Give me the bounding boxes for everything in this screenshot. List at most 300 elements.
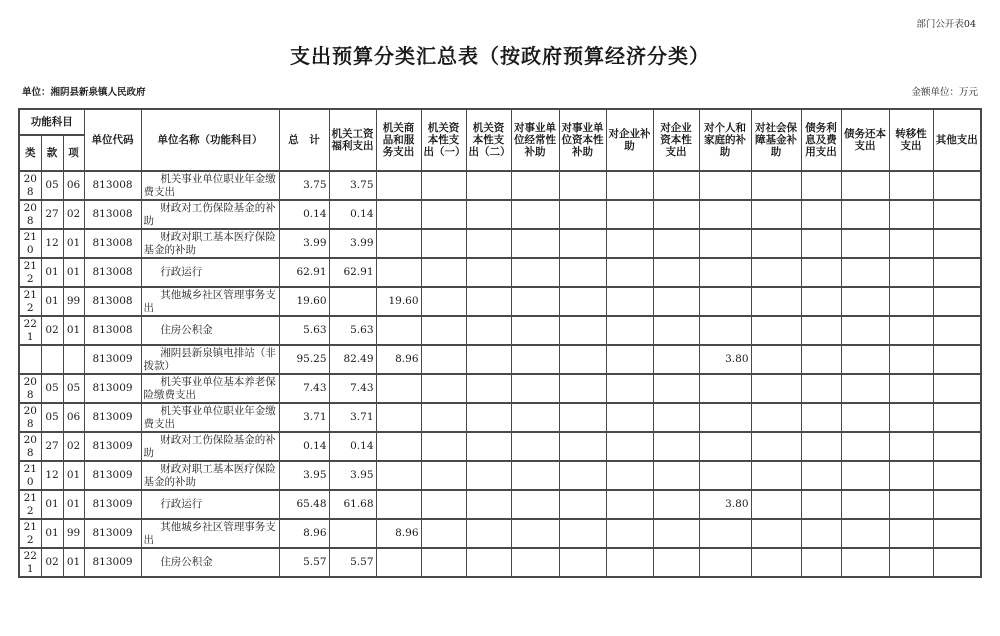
cell-unit-code: 813009 bbox=[84, 490, 141, 519]
header-col-10: 对企业资本性支出 bbox=[653, 109, 699, 171]
cell-value-6 bbox=[559, 316, 606, 345]
cell-value-0: 0.14 bbox=[279, 432, 329, 461]
cell-value-11 bbox=[801, 374, 841, 403]
cell-unit-name: 财政对职工基本医疗保险基金的补助 bbox=[141, 229, 279, 258]
cell-value-10 bbox=[751, 461, 801, 490]
cell-item-code: 99 bbox=[63, 519, 84, 548]
cell-value-10 bbox=[751, 171, 801, 200]
cell-item-code: 06 bbox=[63, 171, 84, 200]
cell-unit-name: 住房公积金 bbox=[141, 316, 279, 345]
table-row bbox=[19, 403, 981, 432]
cell-value-12 bbox=[841, 316, 889, 345]
cell-value-6 bbox=[559, 287, 606, 316]
cell-value-9 bbox=[699, 200, 751, 229]
table-row bbox=[19, 461, 981, 490]
cell-value-7 bbox=[606, 548, 653, 577]
cell-value-7 bbox=[606, 403, 653, 432]
cell-value-0: 8.96 bbox=[279, 519, 329, 548]
cell-value-12 bbox=[841, 403, 889, 432]
cell-value-4 bbox=[466, 374, 511, 403]
cell-value-7 bbox=[606, 519, 653, 548]
cell-item-code: 01 bbox=[63, 490, 84, 519]
cell-value-3 bbox=[421, 374, 466, 403]
header-col-16: 其他支出 bbox=[933, 109, 981, 171]
cell-value-13 bbox=[889, 287, 933, 316]
cell-section-code: 05 bbox=[41, 374, 63, 403]
cell-value-9 bbox=[699, 229, 751, 258]
cell-value-12 bbox=[841, 432, 889, 461]
cell-value-6 bbox=[559, 200, 606, 229]
cell-value-7 bbox=[606, 316, 653, 345]
cell-value-4 bbox=[466, 490, 511, 519]
cell-section-code: 27 bbox=[41, 432, 63, 461]
cell-value-8 bbox=[653, 432, 699, 461]
cell-value-6 bbox=[559, 229, 606, 258]
cell-unit-code: 813009 bbox=[84, 374, 141, 403]
header-col-4: 机关商品和服务支出 bbox=[376, 109, 421, 171]
cell-unit-code: 813008 bbox=[84, 229, 141, 258]
cell-value-10 bbox=[751, 258, 801, 287]
cell-value-4 bbox=[466, 548, 511, 577]
table-header bbox=[19, 109, 981, 171]
cell-section-code: 01 bbox=[41, 490, 63, 519]
cell-item-code: 01 bbox=[63, 316, 84, 345]
cell-value-14 bbox=[933, 229, 981, 258]
cell-value-14 bbox=[933, 258, 981, 287]
header-col-12: 对社会保障基金补助 bbox=[751, 109, 801, 171]
cell-value-8 bbox=[653, 258, 699, 287]
cell-value-10 bbox=[751, 403, 801, 432]
cell-unit-code: 813008 bbox=[84, 258, 141, 287]
cell-value-3 bbox=[421, 258, 466, 287]
cell-value-11 bbox=[801, 345, 841, 374]
cell-value-10 bbox=[751, 287, 801, 316]
cell-unit-code: 813008 bbox=[84, 171, 141, 200]
cell-value-0: 5.63 bbox=[279, 316, 329, 345]
cell-value-3 bbox=[421, 432, 466, 461]
cell-value-7 bbox=[606, 374, 653, 403]
cell-value-12 bbox=[841, 200, 889, 229]
cell-class-code: 208 bbox=[19, 403, 41, 432]
cell-class-code: 208 bbox=[19, 432, 41, 461]
cell-value-11 bbox=[801, 171, 841, 200]
cell-class-code: 212 bbox=[19, 287, 41, 316]
cell-value-5 bbox=[511, 171, 559, 200]
cell-value-9 bbox=[699, 374, 751, 403]
cell-value-13 bbox=[889, 548, 933, 577]
cell-value-2: 8.96 bbox=[376, 345, 421, 374]
cell-section-code: 02 bbox=[41, 316, 63, 345]
cell-class-code: 212 bbox=[19, 490, 41, 519]
table-row bbox=[19, 345, 981, 374]
cell-value-0: 3.71 bbox=[279, 403, 329, 432]
cell-value-14 bbox=[933, 403, 981, 432]
cell-value-5 bbox=[511, 229, 559, 258]
cell-value-12 bbox=[841, 374, 889, 403]
cell-value-4 bbox=[466, 287, 511, 316]
cell-value-2 bbox=[376, 461, 421, 490]
table-row bbox=[19, 171, 981, 200]
cell-value-2 bbox=[376, 548, 421, 577]
cell-value-11 bbox=[801, 287, 841, 316]
amount-unit-label: 金额单位：万元 bbox=[911, 87, 978, 98]
table-row bbox=[19, 519, 981, 548]
cell-value-0: 3.95 bbox=[279, 461, 329, 490]
cell-value-9 bbox=[699, 461, 751, 490]
cell-item-code: 02 bbox=[63, 200, 84, 229]
cell-value-4 bbox=[466, 345, 511, 374]
cell-value-13 bbox=[889, 200, 933, 229]
cell-value-0: 3.99 bbox=[279, 229, 329, 258]
cell-unit-name: 其他城乡社区管理事务支出 bbox=[141, 519, 279, 548]
cell-value-1: 3.95 bbox=[329, 461, 376, 490]
cell-item-code: 99 bbox=[63, 287, 84, 316]
cell-value-11 bbox=[801, 258, 841, 287]
cell-value-4 bbox=[466, 258, 511, 287]
table-row bbox=[19, 432, 981, 461]
cell-value-5 bbox=[511, 287, 559, 316]
cell-value-7 bbox=[606, 432, 653, 461]
cell-value-3 bbox=[421, 316, 466, 345]
cell-value-4 bbox=[466, 229, 511, 258]
header-col-7: 对事业单位经常性补助 bbox=[511, 109, 559, 171]
table-row bbox=[19, 316, 981, 345]
cell-value-10 bbox=[751, 432, 801, 461]
cell-value-0: 3.75 bbox=[279, 171, 329, 200]
cell-class-code: 210 bbox=[19, 229, 41, 258]
cell-value-9 bbox=[699, 258, 751, 287]
cell-value-8 bbox=[653, 229, 699, 258]
cell-class-code: 208 bbox=[19, 171, 41, 200]
header-row-1 bbox=[19, 109, 981, 135]
cell-value-9 bbox=[699, 519, 751, 548]
cell-value-13 bbox=[889, 229, 933, 258]
cell-unit-code: 813009 bbox=[84, 432, 141, 461]
cell-value-13 bbox=[889, 345, 933, 374]
cell-value-4 bbox=[466, 171, 511, 200]
cell-value-14 bbox=[933, 461, 981, 490]
cell-value-12 bbox=[841, 287, 889, 316]
header-func-col-2: 项 bbox=[63, 135, 84, 171]
header-col-5: 机关资本性支出（一） bbox=[421, 109, 466, 171]
cell-value-11 bbox=[801, 403, 841, 432]
cell-class-code: 210 bbox=[19, 461, 41, 490]
table-row bbox=[19, 287, 981, 316]
cell-class-code bbox=[19, 345, 41, 374]
cell-value-6 bbox=[559, 432, 606, 461]
cell-value-9: 3.80 bbox=[699, 490, 751, 519]
cell-value-5 bbox=[511, 461, 559, 490]
budget-summary-table bbox=[18, 108, 982, 578]
cell-value-8 bbox=[653, 461, 699, 490]
cell-value-10 bbox=[751, 519, 801, 548]
cell-section-code: 01 bbox=[41, 287, 63, 316]
header-col-2: 总 计 bbox=[279, 109, 329, 171]
cell-value-13 bbox=[889, 171, 933, 200]
cell-class-code: 208 bbox=[19, 200, 41, 229]
cell-class-code: 212 bbox=[19, 519, 41, 548]
cell-value-4 bbox=[466, 432, 511, 461]
cell-value-2 bbox=[376, 316, 421, 345]
cell-value-4 bbox=[466, 200, 511, 229]
cell-item-code: 06 bbox=[63, 403, 84, 432]
cell-unit-code: 813008 bbox=[84, 316, 141, 345]
cell-value-5 bbox=[511, 258, 559, 287]
cell-value-13 bbox=[889, 432, 933, 461]
cell-value-8 bbox=[653, 519, 699, 548]
cell-value-7 bbox=[606, 287, 653, 316]
cell-value-9 bbox=[699, 316, 751, 345]
cell-unit-name: 行政运行 bbox=[141, 258, 279, 287]
header-col-3: 机关工资福利支出 bbox=[329, 109, 376, 171]
cell-item-code: 01 bbox=[63, 258, 84, 287]
cell-value-9 bbox=[699, 287, 751, 316]
cell-value-14 bbox=[933, 432, 981, 461]
cell-section-code: 05 bbox=[41, 403, 63, 432]
cell-value-2 bbox=[376, 432, 421, 461]
cell-unit-name: 财政对工伤保险基金的补助 bbox=[141, 200, 279, 229]
header-col-0: 单位代码 bbox=[84, 109, 141, 171]
cell-value-5 bbox=[511, 548, 559, 577]
cell-value-1: 62.91 bbox=[329, 258, 376, 287]
cell-value-5 bbox=[511, 316, 559, 345]
cell-item-code bbox=[63, 345, 84, 374]
cell-unit-name: 财政对工伤保险基金的补助 bbox=[141, 432, 279, 461]
cell-value-3 bbox=[421, 287, 466, 316]
cell-unit-name: 其他城乡社区管理事务支出 bbox=[141, 287, 279, 316]
cell-section-code: 05 bbox=[41, 171, 63, 200]
cell-value-2 bbox=[376, 229, 421, 258]
cell-unit-code: 813009 bbox=[84, 461, 141, 490]
cell-value-13 bbox=[889, 316, 933, 345]
cell-value-12 bbox=[841, 548, 889, 577]
cell-value-8 bbox=[653, 287, 699, 316]
cell-value-3 bbox=[421, 461, 466, 490]
cell-value-1: 82.49 bbox=[329, 345, 376, 374]
cell-value-10 bbox=[751, 316, 801, 345]
cell-value-8 bbox=[653, 548, 699, 577]
cell-value-12 bbox=[841, 171, 889, 200]
cell-item-code: 05 bbox=[63, 374, 84, 403]
cell-value-2 bbox=[376, 171, 421, 200]
cell-item-code: 01 bbox=[63, 548, 84, 577]
cell-value-6 bbox=[559, 171, 606, 200]
cell-value-1: 0.14 bbox=[329, 432, 376, 461]
cell-value-3 bbox=[421, 229, 466, 258]
cell-value-8 bbox=[653, 171, 699, 200]
cell-value-2: 8.96 bbox=[376, 519, 421, 548]
cell-value-0: 19.60 bbox=[279, 287, 329, 316]
cell-value-1: 5.57 bbox=[329, 548, 376, 577]
cell-value-10 bbox=[751, 548, 801, 577]
table-row bbox=[19, 548, 981, 577]
form-number-label: 部门公开表04 bbox=[916, 19, 976, 30]
header-col-1: 单位名称（功能科目） bbox=[141, 109, 279, 171]
cell-value-8 bbox=[653, 374, 699, 403]
cell-value-1: 7.43 bbox=[329, 374, 376, 403]
cell-value-1: 3.75 bbox=[329, 171, 376, 200]
cell-unit-code: 813008 bbox=[84, 200, 141, 229]
cell-item-code: 02 bbox=[63, 432, 84, 461]
header-col-8: 对事业单位资本性补助 bbox=[559, 109, 606, 171]
cell-value-1: 3.99 bbox=[329, 229, 376, 258]
header-col-11: 对个人和家庭的补助 bbox=[699, 109, 751, 171]
cell-value-1: 5.63 bbox=[329, 316, 376, 345]
cell-value-11 bbox=[801, 461, 841, 490]
cell-value-14 bbox=[933, 519, 981, 548]
cell-value-1: 3.71 bbox=[329, 403, 376, 432]
cell-section-code: 01 bbox=[41, 519, 63, 548]
cell-value-13 bbox=[889, 374, 933, 403]
header-col-6: 机关资本性支出（二） bbox=[466, 109, 511, 171]
cell-value-7 bbox=[606, 258, 653, 287]
header-col-15: 转移性支出 bbox=[889, 109, 933, 171]
cell-value-0: 5.57 bbox=[279, 548, 329, 577]
cell-section-code bbox=[41, 345, 63, 374]
cell-value-5 bbox=[511, 490, 559, 519]
cell-value-4 bbox=[466, 316, 511, 345]
cell-section-code: 12 bbox=[41, 461, 63, 490]
cell-value-14 bbox=[933, 490, 981, 519]
cell-value-8 bbox=[653, 200, 699, 229]
cell-unit-code: 813009 bbox=[84, 519, 141, 548]
cell-value-9 bbox=[699, 548, 751, 577]
cell-value-8 bbox=[653, 403, 699, 432]
cell-unit-name: 机关事业单位基本养老保险缴费支出 bbox=[141, 374, 279, 403]
cell-value-3 bbox=[421, 490, 466, 519]
cell-value-0: 65.48 bbox=[279, 490, 329, 519]
cell-value-3 bbox=[421, 345, 466, 374]
cell-class-code: 212 bbox=[19, 258, 41, 287]
cell-unit-code: 813009 bbox=[84, 345, 141, 374]
cell-value-9: 3.80 bbox=[699, 345, 751, 374]
cell-value-7 bbox=[606, 490, 653, 519]
cell-value-14 bbox=[933, 548, 981, 577]
cell-value-3 bbox=[421, 403, 466, 432]
cell-value-13 bbox=[889, 461, 933, 490]
cell-value-1: 61.68 bbox=[329, 490, 376, 519]
cell-value-14 bbox=[933, 171, 981, 200]
cell-value-6 bbox=[559, 345, 606, 374]
cell-value-14 bbox=[933, 200, 981, 229]
cell-unit-code: 813008 bbox=[84, 287, 141, 316]
cell-value-1 bbox=[329, 287, 376, 316]
cell-value-5 bbox=[511, 345, 559, 374]
cell-unit-name: 机关事业单位职业年金缴费支出 bbox=[141, 171, 279, 200]
cell-value-12 bbox=[841, 345, 889, 374]
cell-value-3 bbox=[421, 519, 466, 548]
cell-unit-code: 813009 bbox=[84, 403, 141, 432]
cell-value-11 bbox=[801, 432, 841, 461]
cell-value-6 bbox=[559, 461, 606, 490]
cell-class-code: 221 bbox=[19, 316, 41, 345]
cell-value-0: 62.91 bbox=[279, 258, 329, 287]
page-title: 支出预算分类汇总表（按政府预算经济分类） bbox=[290, 44, 710, 68]
header-col-9: 对企业补助 bbox=[606, 109, 653, 171]
cell-value-4 bbox=[466, 403, 511, 432]
cell-item-code: 01 bbox=[63, 461, 84, 490]
cell-value-11 bbox=[801, 229, 841, 258]
cell-section-code: 12 bbox=[41, 229, 63, 258]
cell-value-2 bbox=[376, 490, 421, 519]
cell-unit-code: 813009 bbox=[84, 548, 141, 577]
cell-value-13 bbox=[889, 490, 933, 519]
cell-value-14 bbox=[933, 316, 981, 345]
cell-value-7 bbox=[606, 461, 653, 490]
cell-value-0: 0.14 bbox=[279, 200, 329, 229]
cell-value-12 bbox=[841, 519, 889, 548]
cell-unit-name: 财政对职工基本医疗保险基金的补助 bbox=[141, 461, 279, 490]
cell-value-2 bbox=[376, 403, 421, 432]
table-row bbox=[19, 229, 981, 258]
cell-value-4 bbox=[466, 461, 511, 490]
cell-value-2 bbox=[376, 374, 421, 403]
cell-value-0: 95.25 bbox=[279, 345, 329, 374]
cell-value-2 bbox=[376, 200, 421, 229]
cell-section-code: 27 bbox=[41, 200, 63, 229]
cell-value-6 bbox=[559, 490, 606, 519]
table-row bbox=[19, 490, 981, 519]
cell-value-14 bbox=[933, 287, 981, 316]
cell-value-6 bbox=[559, 374, 606, 403]
cell-unit-name: 湘阴县新泉镇电排站（非拨款） bbox=[141, 345, 279, 374]
cell-value-3 bbox=[421, 171, 466, 200]
cell-value-10 bbox=[751, 490, 801, 519]
cell-item-code: 01 bbox=[63, 229, 84, 258]
header-func-group: 功能科目 bbox=[19, 109, 84, 135]
header-func-col-0: 类 bbox=[19, 135, 41, 171]
cell-class-code: 221 bbox=[19, 548, 41, 577]
header-col-14: 债务还本支出 bbox=[841, 109, 889, 171]
cell-value-11 bbox=[801, 548, 841, 577]
cell-value-9 bbox=[699, 171, 751, 200]
cell-value-8 bbox=[653, 345, 699, 374]
cell-value-12 bbox=[841, 490, 889, 519]
cell-section-code: 01 bbox=[41, 258, 63, 287]
cell-value-10 bbox=[751, 229, 801, 258]
cell-value-12 bbox=[841, 461, 889, 490]
cell-value-7 bbox=[606, 229, 653, 258]
cell-value-2: 19.60 bbox=[376, 287, 421, 316]
cell-value-11 bbox=[801, 490, 841, 519]
table-row bbox=[19, 200, 981, 229]
cell-value-3 bbox=[421, 200, 466, 229]
cell-value-2 bbox=[376, 258, 421, 287]
unit-label: 单位：湘阴县新泉镇人民政府 bbox=[22, 87, 146, 98]
cell-value-14 bbox=[933, 345, 981, 374]
cell-value-14 bbox=[933, 374, 981, 403]
cell-value-5 bbox=[511, 519, 559, 548]
cell-value-9 bbox=[699, 403, 751, 432]
cell-value-6 bbox=[559, 403, 606, 432]
cell-value-11 bbox=[801, 519, 841, 548]
cell-value-10 bbox=[751, 200, 801, 229]
cell-value-10 bbox=[751, 374, 801, 403]
cell-value-11 bbox=[801, 316, 841, 345]
cell-unit-name: 住房公积金 bbox=[141, 548, 279, 577]
cell-value-7 bbox=[606, 171, 653, 200]
cell-value-6 bbox=[559, 258, 606, 287]
cell-value-7 bbox=[606, 345, 653, 374]
cell-section-code: 02 bbox=[41, 548, 63, 577]
cell-value-1: 0.14 bbox=[329, 200, 376, 229]
header-func-col-1: 款 bbox=[41, 135, 63, 171]
cell-value-3 bbox=[421, 548, 466, 577]
cell-value-5 bbox=[511, 200, 559, 229]
cell-value-8 bbox=[653, 490, 699, 519]
table-row bbox=[19, 374, 981, 403]
cell-value-6 bbox=[559, 519, 606, 548]
